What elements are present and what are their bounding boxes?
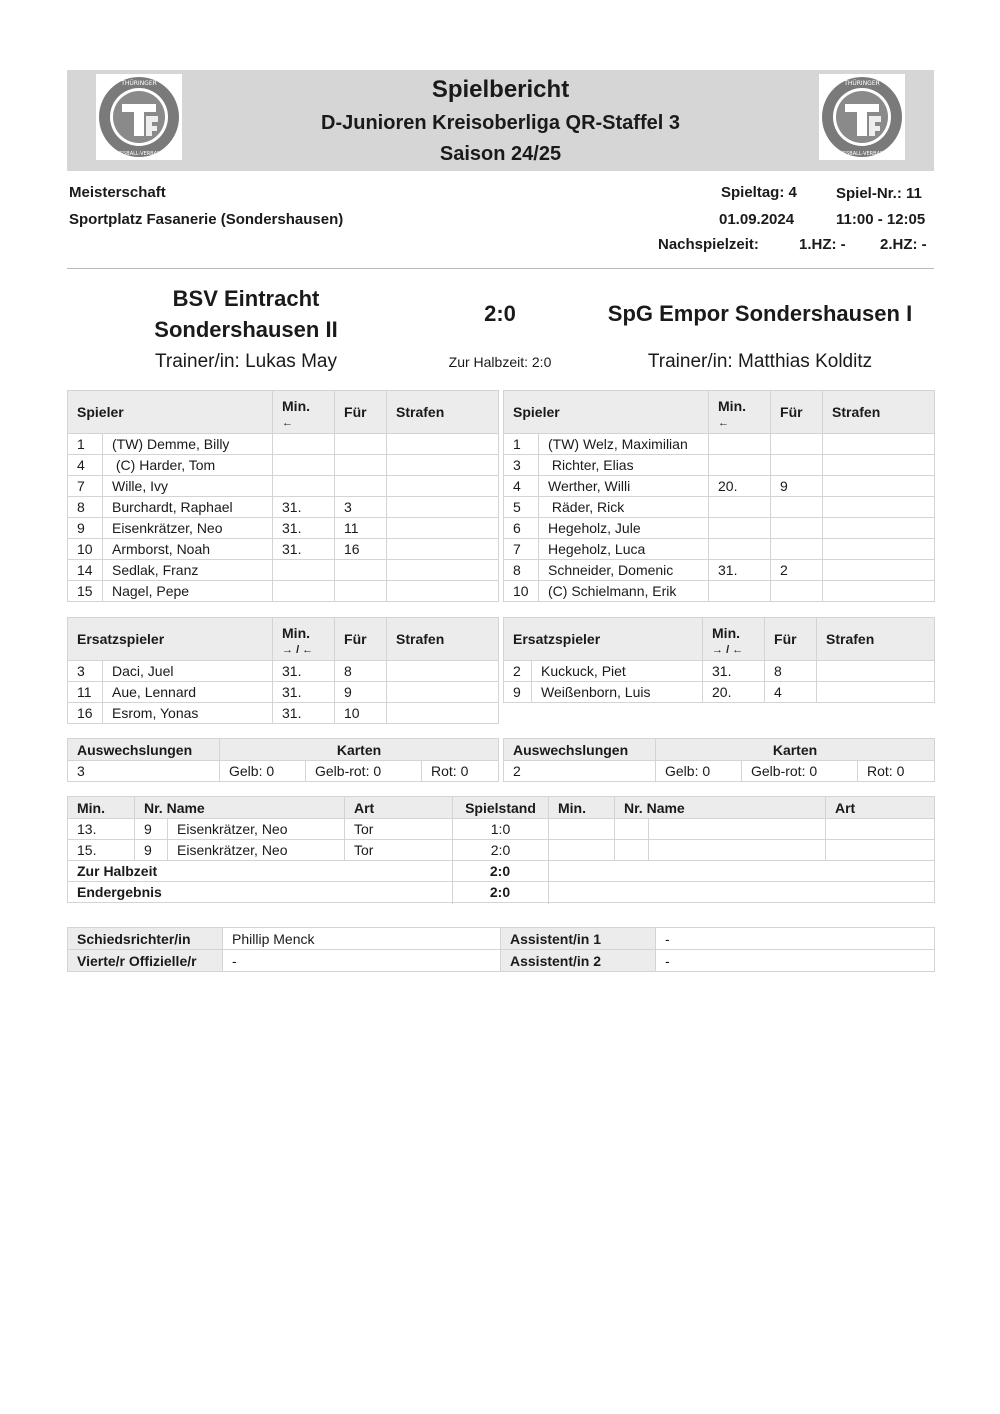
svg-text:THÜRINGER: THÜRINGER	[844, 80, 880, 87]
player-min	[709, 539, 771, 560]
player-nr: 5	[504, 497, 539, 518]
player-nr: 7	[68, 476, 103, 497]
away-players-table	[503, 390, 935, 602]
arrow-in-out-icon: → / ←	[712, 643, 744, 656]
home-subs-count: 3	[68, 761, 220, 782]
col-min	[273, 391, 335, 434]
player-nr: 15	[68, 581, 103, 602]
home-yellow: Gelb: 0	[220, 761, 306, 782]
player-for: 9	[335, 682, 387, 703]
event-score: 1:0	[453, 819, 549, 840]
player-row	[68, 497, 499, 518]
player-row	[68, 476, 499, 497]
player-nr: 1	[504, 434, 539, 455]
player-nr: 10	[504, 581, 539, 602]
home-team-line2: Sondershausen II	[154, 317, 338, 342]
season: Saison 24/25	[439, 143, 562, 165]
matchday: Spieltag: 4	[721, 184, 797, 201]
stoppage-first-half: 1.HZ: -	[799, 236, 846, 253]
player-row	[504, 497, 935, 518]
svg-text:FUSSBALL-VERBAND: FUSSBALL-VERBAND	[836, 151, 888, 157]
player-min: 31.	[273, 682, 335, 703]
player-penalties	[823, 497, 935, 518]
player-nr: 3	[504, 455, 539, 476]
player-penalties	[387, 682, 499, 703]
col-for: Für	[765, 618, 817, 661]
event-empty-cell	[615, 840, 649, 861]
player-nr: 1	[68, 434, 103, 455]
col-player: Spieler	[504, 391, 709, 434]
player-for: 3	[335, 497, 387, 518]
col-event-nr-name	[615, 797, 826, 819]
match-date: 01.09.2024	[719, 211, 795, 228]
player-nr: 10	[68, 539, 103, 560]
arrow-in-out-icon: → / ←	[282, 643, 314, 656]
player-name: Nagel, Pepe	[103, 581, 273, 602]
player-nr: 8	[504, 560, 539, 581]
player-nr: 4	[68, 455, 103, 476]
event-score: 2:0	[453, 840, 549, 861]
player-name: Räder, Rick	[539, 497, 709, 518]
player-min	[273, 434, 335, 455]
player-min: 31.	[709, 560, 771, 581]
player-min	[709, 497, 771, 518]
player-min: 31.	[273, 661, 335, 682]
col-event-type: Art	[345, 797, 453, 819]
final-right	[549, 882, 935, 903]
divider	[452, 860, 453, 904]
player-penalties	[817, 682, 935, 703]
home-team	[96, 283, 396, 345]
match-time: 11:00 - 12:05	[836, 211, 926, 228]
col-event-min: Min.	[549, 797, 615, 819]
player-min	[273, 560, 335, 581]
fourth-official-label: Vierte/r Offizielle/r	[68, 950, 223, 972]
player-row	[504, 434, 935, 455]
report-title: Spielbericht	[431, 76, 570, 103]
player-penalties	[823, 581, 935, 602]
player-row	[504, 682, 935, 703]
player-nr: 11	[68, 682, 103, 703]
col-event-score: Spielstand	[453, 797, 549, 819]
player-name: (C) Harder, Tom	[103, 455, 273, 476]
halftime-right	[549, 861, 935, 882]
col-for: Für	[771, 391, 823, 434]
player-min	[709, 434, 771, 455]
col-event-type: Art	[826, 797, 935, 819]
player-nr: 9	[504, 682, 532, 703]
assistant1-label: Assistent/in 1	[501, 928, 656, 950]
col-penalties: Strafen	[817, 618, 935, 661]
player-min	[273, 455, 335, 476]
player-name: Werther, Willi	[539, 476, 709, 497]
match-number: Spiel-Nr.: 11	[836, 185, 922, 202]
home-subs-table	[67, 617, 499, 724]
col-subs: Ersatzspieler	[504, 618, 703, 661]
col-event-name: Name	[166, 799, 205, 816]
col-event-nr: Nr.	[624, 799, 643, 816]
home-red: Rot: 0	[422, 761, 499, 782]
player-min	[273, 476, 335, 497]
col-min-label: Min.	[282, 397, 311, 414]
arrow-out-icon: ←	[718, 416, 730, 429]
final-result: 2:0	[489, 884, 511, 900]
player-name: Daci, Juel	[103, 661, 273, 682]
player-min: 31.	[273, 703, 335, 724]
player-row	[504, 518, 935, 539]
halftime-score: Zur Halbzeit: 2:0	[448, 354, 552, 370]
stoppage-second-half: 2.HZ: -	[880, 236, 927, 253]
svg-text:THÜRINGER: THÜRINGER	[121, 80, 157, 87]
player-for: 11	[335, 518, 387, 539]
home-team-line1: BSV Eintracht	[172, 286, 320, 311]
player-for	[771, 434, 823, 455]
player-penalties	[387, 497, 499, 518]
player-name: Armborst, Noah	[103, 539, 273, 560]
player-name: Eisenkrätzer, Neo	[103, 518, 273, 539]
event-empty-cell	[826, 819, 935, 840]
player-for	[771, 539, 823, 560]
cards-label: Karten	[656, 739, 935, 761]
player-penalties	[387, 581, 499, 602]
player-for: 9	[771, 476, 823, 497]
player-nr: 4	[504, 476, 539, 497]
assistant1: -	[656, 928, 935, 950]
col-event-min: Min.	[68, 797, 135, 819]
competition: Meisterschaft	[69, 184, 166, 201]
player-penalties	[387, 661, 499, 682]
away-coach: Trainer/in: Matthias Kolditz	[647, 351, 873, 372]
player-nr: 9	[68, 518, 103, 539]
player-name: Sedlak, Franz	[103, 560, 273, 581]
final-score: 2:0	[484, 301, 516, 326]
player-row	[68, 434, 499, 455]
event-empty-cell	[649, 819, 826, 840]
player-for	[335, 434, 387, 455]
player-nr: 7	[504, 539, 539, 560]
event-empty-cell	[826, 840, 935, 861]
col-penalties: Strafen	[823, 391, 935, 434]
player-for: 16	[335, 539, 387, 560]
player-row	[68, 682, 499, 703]
away-summary-table	[503, 738, 935, 782]
col-event-name: Name	[646, 799, 685, 816]
away-yellow-red: Gelb-rot: 0	[742, 761, 858, 782]
player-min: 31.	[273, 497, 335, 518]
assistant2-label: Assistent/in 2	[501, 950, 656, 972]
col-min-label: Min.	[282, 624, 311, 641]
player-penalties	[387, 434, 499, 455]
player-nr: 2	[504, 661, 532, 682]
venue: Sportplatz Fasanerie (Sondershausen)	[69, 211, 344, 228]
player-name: Wille, Ivy	[103, 476, 273, 497]
event-name: Eisenkrätzer, Neo	[168, 819, 345, 840]
player-for: 10	[335, 703, 387, 724]
player-nr: 16	[68, 703, 103, 724]
home-coach: Trainer/in: Lukas May	[155, 351, 337, 372]
player-name: (TW) Welz, Maximilian	[539, 434, 709, 455]
player-min	[709, 518, 771, 539]
subs-count-label: Auswechslungen	[68, 739, 220, 761]
player-name: Burchardt, Raphael	[103, 497, 273, 518]
stoppage-label: Nachspielzeit:	[658, 236, 759, 253]
player-penalties	[823, 518, 935, 539]
player-row	[68, 581, 499, 602]
player-row	[504, 560, 935, 581]
col-player: Spieler	[68, 391, 273, 434]
col-for: Für	[335, 618, 387, 661]
player-penalties	[823, 539, 935, 560]
player-penalties	[817, 661, 935, 682]
player-name: (TW) Demme, Billy	[103, 434, 273, 455]
player-penalties	[387, 518, 499, 539]
player-penalties	[823, 455, 935, 476]
player-penalties	[823, 434, 935, 455]
col-min	[273, 618, 335, 661]
player-row	[68, 703, 499, 724]
player-for	[771, 581, 823, 602]
player-row	[504, 581, 935, 602]
player-min	[709, 455, 771, 476]
home-yellow-red: Gelb-rot: 0	[306, 761, 422, 782]
report-header	[67, 70, 934, 171]
away-subs-count: 2	[504, 761, 656, 782]
assistant2: -	[656, 950, 935, 972]
player-for	[771, 497, 823, 518]
player-row	[504, 476, 935, 497]
player-penalties	[823, 476, 935, 497]
player-nr: 8	[68, 497, 103, 518]
player-for	[771, 455, 823, 476]
event-nr: 9	[135, 819, 168, 840]
arrow-out-icon: ←	[282, 416, 294, 429]
home-players-table	[67, 390, 499, 602]
event-empty-cell	[549, 840, 615, 861]
fourth-official: -	[223, 950, 501, 972]
player-name: Esrom, Yonas	[103, 703, 273, 724]
player-row	[68, 455, 499, 476]
event-min: 15.	[68, 840, 135, 861]
player-nr: 14	[68, 560, 103, 581]
event-type: Tor	[345, 819, 453, 840]
player-penalties	[387, 476, 499, 497]
player-name: Weißenborn, Luis	[532, 682, 703, 703]
col-min-label: Min.	[718, 397, 747, 414]
event-row	[68, 840, 935, 861]
divider	[548, 860, 549, 904]
col-min-label: Min.	[712, 624, 741, 641]
player-for: 8	[335, 661, 387, 682]
col-event-nr-name	[135, 797, 345, 819]
player-penalties	[387, 703, 499, 724]
col-min	[709, 391, 771, 434]
event-type: Tor	[345, 840, 453, 861]
player-for	[335, 581, 387, 602]
player-min: 31.	[703, 661, 765, 682]
cards-label: Karten	[220, 739, 499, 761]
col-penalties: Strafen	[387, 618, 499, 661]
event-min: 13.	[68, 819, 135, 840]
player-penalties	[823, 560, 935, 581]
player-name: (C) Schielmann, Erik	[539, 581, 709, 602]
svg-text:FUSSBALL-VERBAND: FUSSBALL-VERBAND	[113, 151, 165, 157]
player-name: Schneider, Domenic	[539, 560, 709, 581]
player-min: 31.	[273, 539, 335, 560]
player-for: 8	[765, 661, 817, 682]
player-row	[68, 560, 499, 581]
player-name: Richter, Elias	[539, 455, 709, 476]
halftime-label: Zur Halbzeit	[77, 863, 158, 879]
player-row	[68, 518, 499, 539]
player-name: Kuckuck, Piet	[532, 661, 703, 682]
player-for: 2	[771, 560, 823, 581]
col-event-nr: Nr.	[144, 799, 163, 816]
player-nr: 3	[68, 661, 103, 682]
event-name: Eisenkrätzer, Neo	[168, 840, 345, 861]
player-penalties	[387, 539, 499, 560]
player-for	[771, 518, 823, 539]
player-name: Hegeholz, Luca	[539, 539, 709, 560]
player-row	[504, 539, 935, 560]
player-nr: 6	[504, 518, 539, 539]
away-yellow: Gelb: 0	[656, 761, 742, 782]
player-for	[335, 560, 387, 581]
event-empty-cell	[649, 840, 826, 861]
player-name: Hegeholz, Jule	[539, 518, 709, 539]
league-name: D-Junioren Kreisoberliga QR-Staffel 3	[321, 112, 680, 134]
referee: Phillip Menck	[223, 928, 501, 950]
divider	[67, 268, 934, 269]
player-min	[709, 581, 771, 602]
subs-count-label: Auswechslungen	[504, 739, 656, 761]
player-penalties	[387, 560, 499, 581]
event-empty-cell	[615, 819, 649, 840]
col-penalties: Strafen	[387, 391, 499, 434]
away-red: Rot: 0	[858, 761, 935, 782]
player-penalties	[387, 455, 499, 476]
col-subs: Ersatzspieler	[68, 618, 273, 661]
player-row	[504, 455, 935, 476]
officials-table	[67, 927, 935, 972]
player-min: 20.	[703, 682, 765, 703]
player-min: 31.	[273, 518, 335, 539]
player-min: 20.	[709, 476, 771, 497]
player-for: 4	[765, 682, 817, 703]
final-label: Endergebnis	[77, 884, 162, 900]
event-row	[68, 819, 935, 840]
player-row	[68, 661, 499, 682]
away-team: SpG Empor Sondershausen I	[607, 301, 913, 326]
halftime-result: 2:0	[489, 863, 511, 879]
home-summary-table	[67, 738, 499, 782]
referee-label: Schiedsrichter/in	[68, 928, 223, 950]
player-row	[504, 661, 935, 682]
player-row	[68, 539, 499, 560]
player-name: Aue, Lennard	[103, 682, 273, 703]
event-empty-cell	[549, 819, 615, 840]
away-subs-table	[503, 617, 935, 703]
event-nr: 9	[135, 840, 168, 861]
col-min	[703, 618, 765, 661]
player-for	[335, 455, 387, 476]
player-for	[335, 476, 387, 497]
col-for: Für	[335, 391, 387, 434]
player-min	[273, 581, 335, 602]
